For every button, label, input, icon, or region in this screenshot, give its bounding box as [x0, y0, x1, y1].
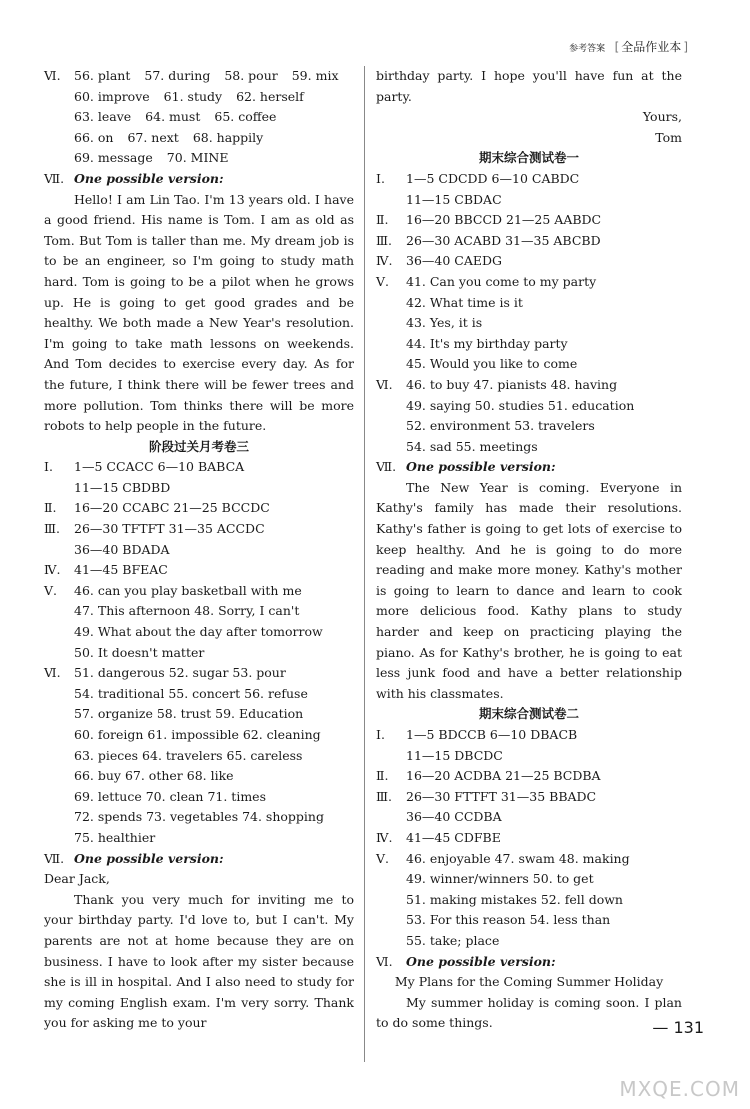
header-brand: [ 全品作业本 ]	[615, 40, 688, 54]
left-column	[44, 66, 354, 1034]
final1-essay: The New Year is coming. Everyone in Kathy's family has made their resolutions. Kathy's father is going to get lots of exercise to keep healthy. And he is going to do more reading and make more money. Kathy's mother is going to learn to dance and learn to cook more delicious food. Kathy plans to study harder and keep on practicing playing the piano. As for Kathy's brother, he is going to eat less junk food and have a better relationship with his classmates.	[376, 479, 682, 701]
column-divider	[364, 66, 365, 1062]
answer-row: 55. take; place	[406, 932, 500, 948]
page-header	[569, 38, 688, 55]
answer-row: Ⅲ. 26—30 FTTFT 31—35 BBADC	[376, 788, 597, 804]
answer-row: 57. organize 58. trust 59. Education	[74, 706, 304, 722]
answer-row: 11—15 DBCDC	[406, 747, 503, 763]
answer-row: 49. saying 50. studies 51. education	[406, 397, 635, 413]
answer-row: Ⅲ. 26—30 TFTFT 31—35 ACCDC	[44, 521, 265, 537]
answer-row: 63. leave 64. must 65. coffee	[74, 109, 277, 125]
answer-row: 36—40 BDADA	[74, 541, 170, 557]
answer-row: 36—40 CCDBA	[406, 809, 502, 825]
answer-row: 43. Yes, it is	[406, 315, 483, 331]
answer-row: 51. making mistakes 52. fell down	[406, 891, 623, 907]
final1-title: 期末综合测试卷一	[478, 150, 579, 166]
letter-body: Thank you very much for inviting me to your birthday party. I'd love to, but I can't. My parents are not at home because they are on business. I have to look after my sister because she is ill in hospital. And I also need to study for my coming English exam. I'm very sorry. Thank you for asking me to your	[44, 891, 354, 1031]
answer-row: 44. It's my birthday party	[406, 335, 568, 351]
answer-row: 11—15 CBDAC	[406, 191, 502, 207]
answer-row: 49. What about the day after tomorrow	[74, 624, 323, 640]
section-7-essay: Hello! I am Lin Tao. I'm 13 years old. I have a good friend. His name is Tom. I am as old as Tom. But Tom is taller than me. My dream job is to be an engineer, so I'm going to study math hard. Tom is going to be a pilot when he grows up. He is going to get good grades and be healthy. We both made a New Year's resolution. I'm going to take math lessons on weekends. And Tom decides to exercise every day. As for the future, I think there will be fewer trees and more pollution. Tom thinks there will be more robots to help people in the future.	[44, 191, 354, 434]
answer-row: 60. foreign 61. impossible 62. cleaning	[74, 727, 321, 742]
answer-row: 66. on 67. next 68. happily	[74, 129, 264, 145]
test3-title: 阶段过关月考卷三	[148, 438, 249, 454]
answer-row: Ⅵ. 46. to buy 47. pianists 48. having	[376, 376, 618, 392]
answer-row: 45. Would you like to come	[406, 356, 578, 372]
answer-row: Ⅴ. 46. can you play basketball with me	[44, 582, 302, 598]
essay-start: My summer holiday is coming soon. I plan to do some things.	[376, 994, 682, 1031]
answer-row: 54. sad 55. meetings	[406, 438, 538, 454]
answer-row: Ⅴ. 41. Can you come to my party	[376, 273, 597, 289]
page-number: — 131	[652, 1018, 704, 1037]
answer-row: 63. pieces 64. travelers 65. careless	[74, 747, 303, 763]
letter-body-continued: birthday party. I hope you'll have fun at the party.	[376, 68, 682, 104]
answer-row: 42. What time is it	[406, 294, 523, 310]
final1-answers	[376, 169, 682, 457]
essay-title: My Plans for the Coming Summer Holiday	[394, 974, 664, 990]
answer-row: Ⅵ. 51. dangerous 52. sugar 53. pour	[44, 665, 286, 681]
answer-row: Ⅱ. 16—20 ACDBA 21—25 BCDBA	[376, 768, 601, 784]
answer-row: Ⅳ. 41—45 CDFBE	[376, 829, 501, 845]
letter-signature: Tom	[655, 129, 682, 145]
answer-row: 69. lettuce 70. clean 71. times	[74, 788, 266, 804]
letter-greeting: Dear Jack,	[44, 871, 110, 887]
answer-row: 69. message 70. MINE	[74, 150, 229, 166]
answer-row: 60. improve 61. study 62. herself	[74, 88, 304, 104]
answer-row: Ⅴ. 46. enjoyable 47. swam 48. making	[376, 850, 630, 866]
answer-row: Ⅱ. 16—20 BBCCD 21—25 AABDC	[376, 212, 602, 228]
answer-row: 49. winner/winners 50. to get	[406, 871, 594, 887]
answer-row: 47. This afternoon 48. Sorry, I can't	[74, 603, 300, 619]
answer-row: 72. spends 73. vegetables 74. shopping	[74, 809, 324, 825]
answer-row: 53. For this reason 54. less than	[406, 912, 611, 928]
final2-answers	[376, 725, 682, 952]
answer-row: Ⅰ. 1—5 CCACC 6—10 BABCA	[44, 459, 245, 475]
answer-row: Ⅳ. 36—40 CAEDG	[376, 253, 503, 269]
answer-row: 50. It doesn't matter	[74, 644, 205, 660]
answer-row: Ⅰ. 1—5 CDCDD 6—10 CABDC	[376, 170, 580, 186]
answer-row: 52. environment 53. travelers	[406, 418, 595, 434]
letter-closing: Yours,	[642, 109, 682, 125]
final1-section-7-heading: Ⅶ. One possible version:	[376, 459, 556, 475]
answer-row: 66. buy 67. other 68. like	[74, 768, 234, 784]
header-answer-label: 参考答案	[569, 44, 606, 54]
answer-row: Ⅵ. 56. plant 57. during 58. pour 59. mix	[44, 66, 354, 87]
test3-section-7-heading: Ⅶ. One possible version:	[44, 850, 224, 866]
answer-row: Ⅲ. 26—30 ACABD 31—35 ABCBD	[376, 232, 601, 248]
section-number: Ⅵ.	[44, 68, 61, 83]
answer-row: 75. healthier	[74, 829, 156, 845]
answer-row: Ⅳ. 41—45 BFEAC	[44, 562, 168, 578]
section-6-vocab	[44, 66, 354, 169]
answer-row: 11—15 CBDBD	[74, 479, 171, 495]
final2-title: 期末综合测试卷二	[478, 706, 579, 722]
right-column	[376, 66, 682, 1034]
final2-section-6-heading: Ⅵ. One possible version:	[376, 953, 556, 969]
answer-row: Ⅱ. 16—20 CCABC 21—25 BCCDC	[44, 500, 270, 516]
section-7-heading: Ⅶ. One possible version:	[44, 170, 224, 186]
test3-answers	[44, 457, 354, 848]
watermark: MXQE.COM	[619, 1077, 740, 1101]
answer-row: Ⅰ. 1—5 BDCCB 6—10 DBACB	[376, 727, 578, 742]
answer-row: 54. traditional 55. concert 56. refuse	[74, 685, 308, 701]
